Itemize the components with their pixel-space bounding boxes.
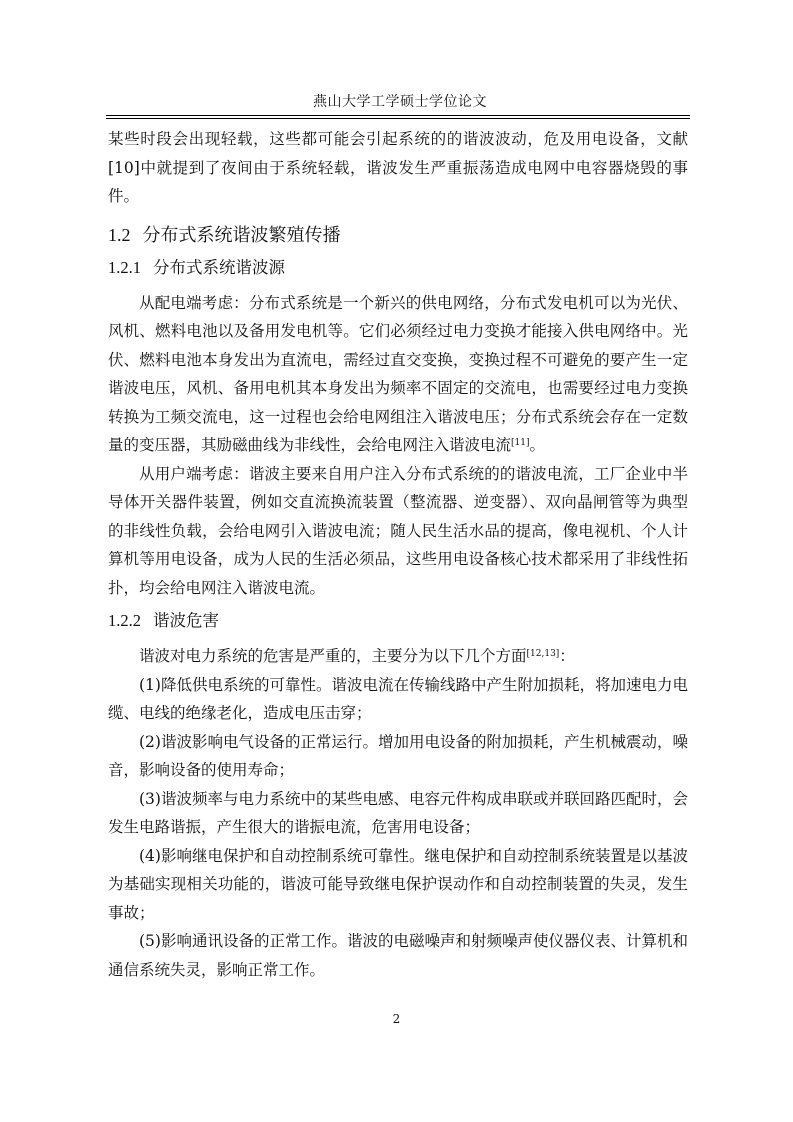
citation: [11]: [511, 438, 530, 449]
header-rule-thin: [106, 118, 690, 119]
paragraph-tail: 。: [529, 436, 546, 454]
paragraph-text: 从配电端考虑：分布式系统是一个新兴的供电网络，分布式发电机可以为光伏、风机、燃料电池以及备用发电机等。它们必须经过电力变换才能接入供电网络中。光伏、燃料电池本身发出为直流电，需经过直交变换，变换过程不可避免的要产生一定谐波电压，风机、备用电机其本身发出为频率不固定的交流电，也需要经过电力变换转换为工频交流电，这一过程也会给电网组注入谐波电压；分布式系统会存在一定数量的变压器，其励磁曲线为非线性，会给电网注入谐波电流: [108, 293, 688, 454]
subsection-number: 1.2.1: [108, 257, 141, 277]
paragraph-distribution-side: [108, 289, 688, 460]
subsection-title: 谐波危害: [153, 611, 219, 630]
paragraph-harm-intro: [108, 642, 688, 671]
section-number: 1.2: [108, 224, 131, 245]
harm-item-1: (1)降低供电系统的可靠性。谐波电流在传输线路中产生附加损耗，将加速电力电缆、电线的绝缘老化，造成电压击穿；: [108, 675, 688, 722]
section-heading-1-2: [108, 223, 688, 248]
harm-item-2: (2)谐波影响电气设备的正常运行。增加用电设备的附加损耗，产生机械震动，噪音，影响设备的使用寿命；: [108, 732, 688, 779]
page-number: 2: [392, 1012, 401, 1026]
continuation-paragraph: 某些时段会出现轻载，这些都可能会引起系统的的谐波波动，危及用电设备，文献[10]中就提到了夜间由于系统轻载，谐波发生严重振荡造成电网中电容器烧毁的事件。: [108, 130, 688, 205]
harm-item-4: (4)影响继电保护和自动控制系统可靠性。继电保护和自动控制系统装置是以基波为基础实现相关功能的，谐波可能导致继电保护误动作和自动控制装置的失灵，发生事故；: [108, 846, 688, 922]
header-rule-thick: [106, 115, 690, 116]
subsection-title: 分布式系统谐波源: [153, 257, 285, 277]
citation: [12,13]: [526, 649, 560, 660]
paragraph-tail: ：: [559, 647, 575, 665]
running-header: 燕山大学工学硕士学位论文: [313, 94, 487, 110]
page-body: [108, 125, 688, 984]
harm-item-3: (3)谐波频率与电力系统中的某些电感、电容元件构成串联或并联回路匹配时，会发生电路谐振，产生很大的谐振电流，危害用电设备；: [108, 789, 688, 836]
paragraph-text: 谐波对电力系统的危害是严重的，主要分为以下几个方面: [139, 647, 527, 665]
subsection-number: 1.2.2: [108, 611, 141, 630]
subsection-heading-1-2-1: [108, 257, 688, 279]
harm-item-5: (5)影响通讯设备的正常工作。谐波的电磁噪声和射频噪声使仪器仪表、计算机和通信系统失灵，影响正常工作。: [108, 932, 688, 979]
subsection-heading-1-2-2: [108, 610, 688, 632]
section-title: 分布式系统谐波繁殖传播: [142, 224, 341, 246]
paragraph-user-side: 从用户端考虑：谐波主要来自用户注入分布式系统的的谐波电流，工厂企业中半导体开关器件装置，例如交直流换流装置（整流器、逆变器）、双向晶闸管等为典型的非线性负载，会给电网引入谐波电流；随人民生活水品的提高，像电视机、个人计算机等用电设备，成为人民的生活必须品，这些用电设备核心技术都采用了非线性拓扑，均会给电网注入谐波电流。: [108, 464, 688, 597]
